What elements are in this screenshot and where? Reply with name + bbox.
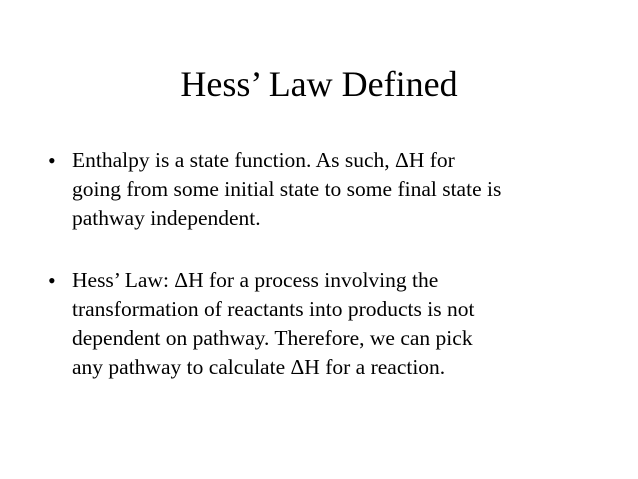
bullet-text-line: dependent on pathway. Therefore, we can pick — [72, 326, 473, 350]
bullet-text-line: Enthalpy is a state function. As such, ΔH for — [72, 148, 455, 172]
bullet-text-line: transformation of reactants into products is not — [72, 297, 475, 321]
bullet-text-line: going from some initial state to some final state is — [72, 177, 502, 201]
slide-title: Hess’ Law Defined — [180, 64, 458, 104]
bullet-icon: • — [48, 148, 56, 173]
bullet-text-line: any pathway to calculate ΔH for a reaction. — [72, 355, 446, 379]
bullet-text-line: Hess’ Law: ΔH for a process involving the — [72, 268, 439, 292]
bullet-list — [48, 146, 608, 382]
bullet-item-hess-law — [48, 266, 608, 382]
bullet-text-line: pathway independent. — [72, 206, 261, 230]
bullet-item-enthalpy — [48, 146, 608, 233]
bullet-icon: • — [48, 268, 56, 293]
